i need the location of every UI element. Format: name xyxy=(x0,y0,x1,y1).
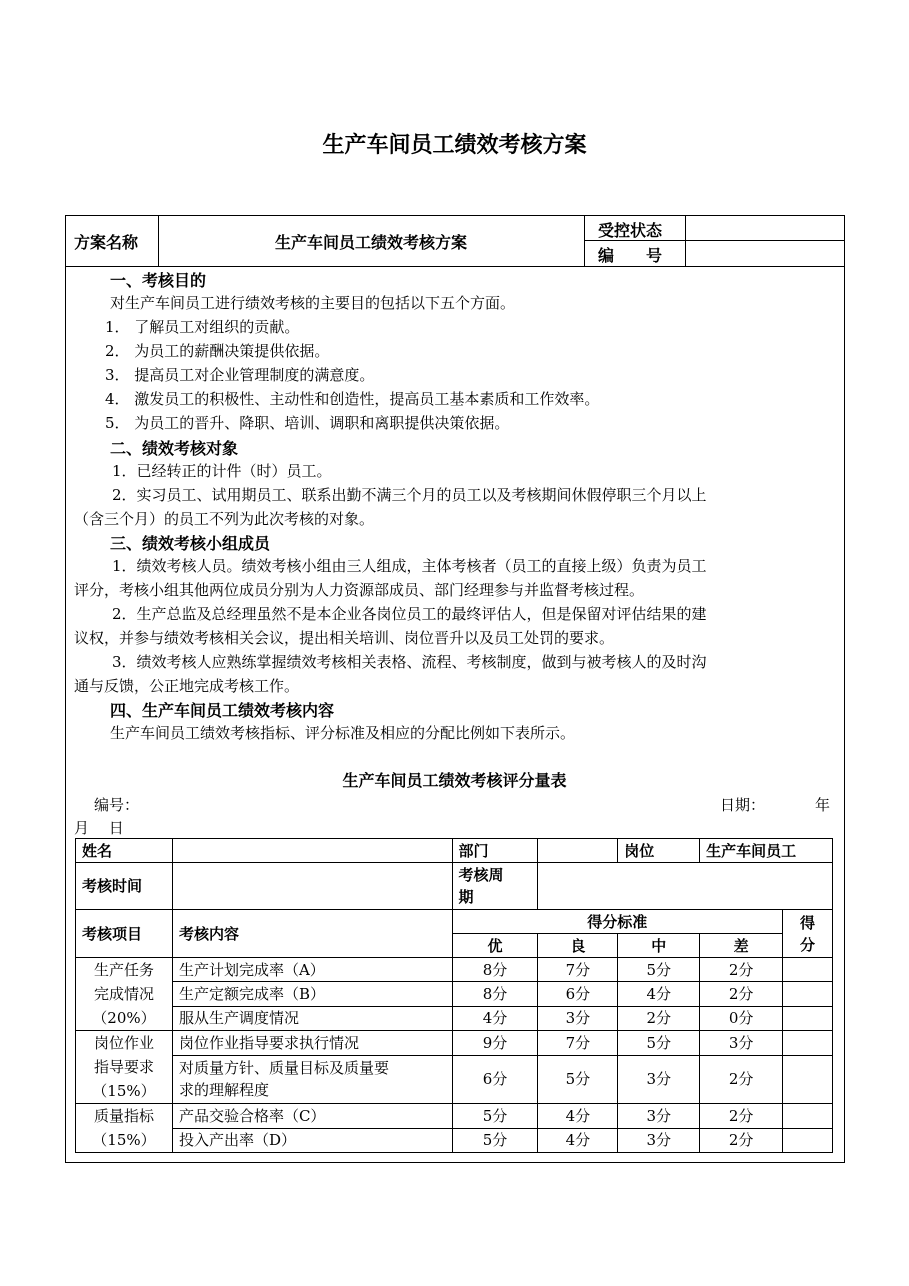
number-label: 编 号 xyxy=(598,246,663,265)
score-cell[interactable] xyxy=(783,1031,833,1056)
score-cell[interactable] xyxy=(783,982,833,1006)
grade-cell: 2分 xyxy=(618,1006,700,1030)
paragraph: 1．已经转正的计件（时）员工。 xyxy=(112,462,332,480)
table-row xyxy=(76,1031,833,1056)
section-3-title: 三、绩效考核小组成员 xyxy=(110,534,271,553)
grade-cell: 5分 xyxy=(538,1055,618,1103)
grade-cell: 2分 xyxy=(700,982,783,1006)
score-date-year: 年 xyxy=(815,796,831,814)
grade-good-header: 良 xyxy=(538,934,618,958)
period-label: 考核周 期 xyxy=(452,863,538,910)
standard-header: 得分标准 xyxy=(452,910,783,934)
plan-header xyxy=(66,216,844,267)
grade-cell: 6分 xyxy=(538,982,618,1006)
score-cell[interactable] xyxy=(783,1006,833,1030)
score-cell[interactable] xyxy=(783,958,833,982)
score-date-label: 日期： xyxy=(720,796,766,814)
score-table xyxy=(75,838,833,1153)
period-value[interactable] xyxy=(538,863,833,910)
grade-cell: 7分 xyxy=(538,1031,618,1056)
score-number-label: 编号： xyxy=(94,796,140,814)
content-header: 考核内容 xyxy=(172,910,452,958)
grade-poor-header: 差 xyxy=(700,934,783,958)
grade-cell: 6分 xyxy=(452,1055,538,1103)
post-label: 岗位 xyxy=(618,839,700,863)
grade-cell: 4分 xyxy=(618,982,700,1006)
section-1-title: 一、考核目的 xyxy=(110,271,207,290)
list-item: 4． 激发员工的积极性、主动性和创造性，提高员工基本素质和工作效率。 xyxy=(105,390,600,408)
item-header: 考核项目 xyxy=(76,910,173,958)
category-quality: 质量指标 （15%） xyxy=(76,1104,173,1153)
paragraph: 3．绩效考核人应熟练掌握绩效考核相关表格、流程、考核制度，做到与被考核人的及时沟 xyxy=(112,653,707,671)
table-row xyxy=(76,958,833,982)
content-cell: 生产定额完成率（B） xyxy=(172,982,452,1006)
dept-label: 部门 xyxy=(452,839,538,863)
content-cell: 对质量方针、质量目标及质量要 求的理解程度 xyxy=(172,1055,452,1103)
score-header: 得 分 xyxy=(783,910,833,958)
grade-cell: 5分 xyxy=(452,1128,538,1153)
grade-cell: 3分 xyxy=(700,1031,783,1056)
grade-cell: 3分 xyxy=(618,1128,700,1153)
number-value[interactable] xyxy=(686,241,844,265)
control-status-label: 受控状态 xyxy=(598,221,663,240)
grade-excellent-header: 优 xyxy=(452,934,538,958)
score-cell[interactable] xyxy=(783,1128,833,1153)
section-2-title: 二、绩效考核对象 xyxy=(110,439,239,458)
paragraph: 1．绩效考核人员。绩效考核小组由三人组成，主体考核者（员工的直接上级）负责为员工 xyxy=(112,557,707,575)
grade-cell: 4分 xyxy=(452,1006,538,1030)
score-date-month-day: 月 日 xyxy=(74,819,124,837)
paragraph: （含三个月）的员工不列为此次考核的对象。 xyxy=(74,510,375,528)
paragraph: 2．实习员工、试用期员工、联系出勤不满三个月的员工以及考核期间休假停职三个月以上 xyxy=(112,486,707,504)
document-title: 生产车间员工绩效考核方案 xyxy=(322,133,587,158)
grade-cell: 5分 xyxy=(618,958,700,982)
section-1-intro: 对生产车间员工进行绩效考核的主要目的包括以下五个方面。 xyxy=(110,294,516,312)
time-value[interactable] xyxy=(172,863,452,910)
content-cell: 岗位作业指导要求执行情况 xyxy=(172,1031,452,1056)
section-4-title: 四、生产车间员工绩效考核内容 xyxy=(110,701,335,720)
grade-cell: 2分 xyxy=(700,1055,783,1103)
list-item: 2． 为员工的薪酬决策提供依据。 xyxy=(105,342,330,360)
paragraph: 通与反馈，公正地完成考核工作。 xyxy=(74,677,300,695)
table-row xyxy=(76,1128,833,1153)
table-row xyxy=(76,1055,833,1103)
grade-cell: 0分 xyxy=(700,1006,783,1030)
name-label: 姓名 xyxy=(76,839,173,863)
score-cell[interactable] xyxy=(783,1055,833,1103)
content-cell: 生产计划完成率（A） xyxy=(172,958,452,982)
paragraph: 评分，考核小组其他两位成员分别为人力资源部成员、部门经理参与并监督考核过程。 xyxy=(74,581,645,599)
content-cell: 服从生产调度情况 xyxy=(172,1006,452,1030)
plan-name-label: 方案名称 xyxy=(74,233,139,252)
score-cell[interactable] xyxy=(783,1104,833,1129)
grade-cell: 3分 xyxy=(618,1104,700,1129)
category-production: 生产任务 完成情况 （20%） xyxy=(76,958,173,1031)
plan-name-value: 生产车间员工绩效考核方案 xyxy=(274,233,467,252)
grade-cell: 3分 xyxy=(618,1055,700,1103)
grade-cell: 3分 xyxy=(538,1006,618,1030)
grade-cell: 9分 xyxy=(452,1031,538,1056)
table-row xyxy=(76,982,833,1006)
grade-cell: 5分 xyxy=(618,1031,700,1056)
post-value: 生产车间员工 xyxy=(700,839,833,863)
list-item: 5． 为员工的晋升、降职、培训、调职和离职提供决策依据。 xyxy=(105,414,510,432)
grade-cell: 4分 xyxy=(538,1104,618,1129)
list-item: 3． 提高员工对企业管理制度的满意度。 xyxy=(105,366,375,384)
dept-value[interactable] xyxy=(538,839,618,863)
grade-cell: 5分 xyxy=(452,1104,538,1129)
time-label: 考核时间 xyxy=(76,863,173,910)
grade-cell: 2分 xyxy=(700,958,783,982)
control-status-value[interactable] xyxy=(686,216,844,240)
grade-cell: 4分 xyxy=(538,1128,618,1153)
grade-medium-header: 中 xyxy=(618,934,700,958)
grade-cell: 2分 xyxy=(700,1128,783,1153)
category-guidance: 岗位作业 指导要求 （15%） xyxy=(76,1031,173,1104)
content-cell: 产品交验合格率（C） xyxy=(172,1104,452,1129)
paragraph: 2．生产总监及总经理虽然不是本企业各岗位员工的最终评估人，但是保留对评估结果的建 xyxy=(112,605,707,623)
grade-cell: 8分 xyxy=(452,958,538,982)
table-row xyxy=(76,1104,833,1129)
list-item: 1． 了解员工对组织的贡献。 xyxy=(105,318,300,336)
paragraph: 议权，并参与绩效考核相关会议，提出相关培训、岗位晋升以及员工处罚的要求。 xyxy=(74,629,615,647)
grade-cell: 2分 xyxy=(700,1104,783,1129)
score-table-title: 生产车间员工绩效考核评分量表 xyxy=(342,771,567,790)
name-value[interactable] xyxy=(172,839,452,863)
table-row xyxy=(76,1006,833,1030)
grade-cell: 8分 xyxy=(452,982,538,1006)
paragraph: 生产车间员工绩效考核指标、评分标准及相应的分配比例如下表所示。 xyxy=(110,724,576,742)
content-cell: 投入产出率（D） xyxy=(172,1128,452,1153)
grade-cell: 7分 xyxy=(538,958,618,982)
